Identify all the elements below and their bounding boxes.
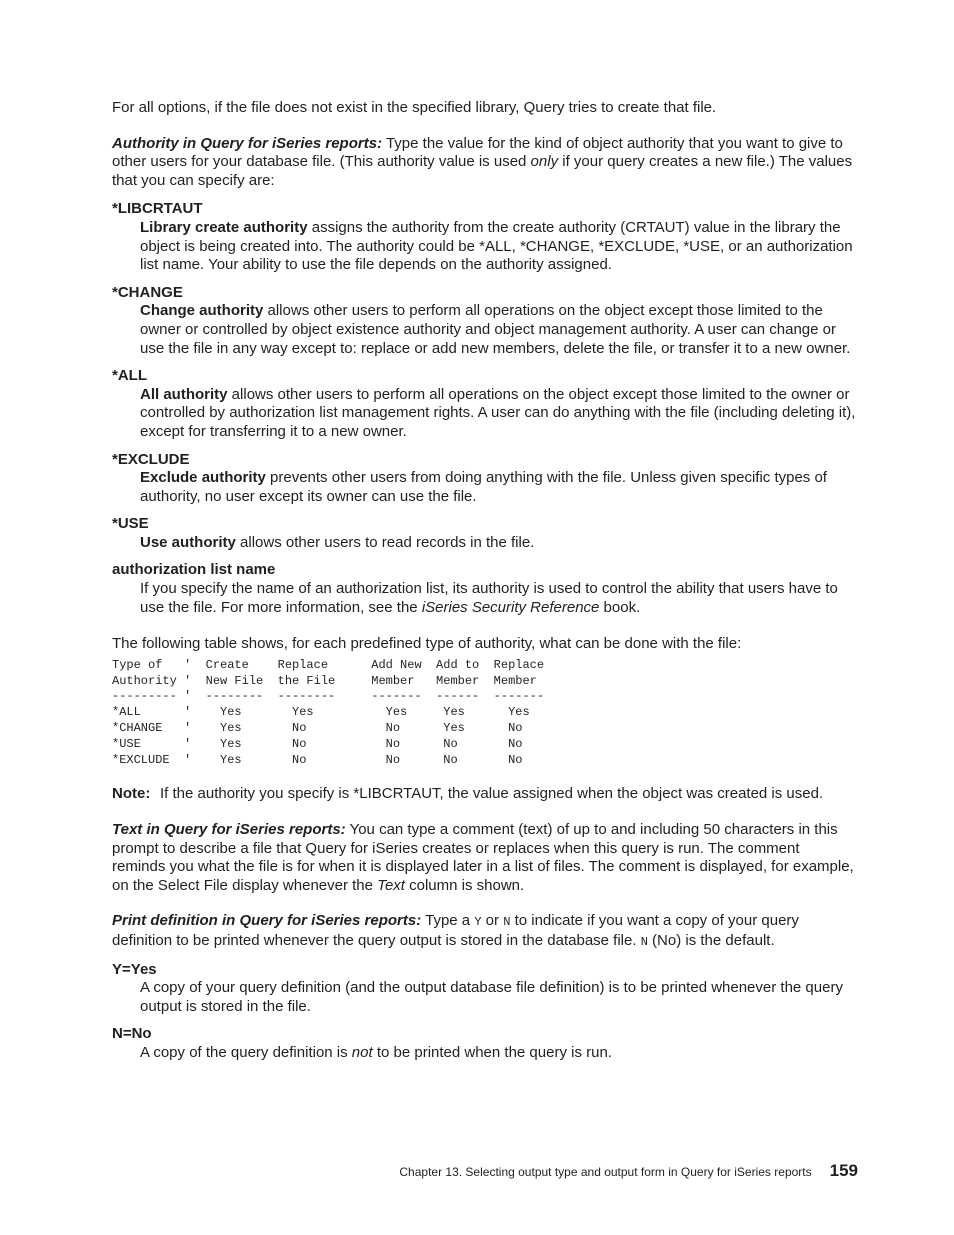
def-authorization-list-name: If you specify the name of an authorization list, its authority is used to control the ability that users have to use the file. For more information, see the iSeries Security Reference book. xyxy=(140,580,838,616)
table-intro: The following table shows, for each predefined type of authority, what can be done with the file: xyxy=(112,635,742,653)
note-text: If the authority you specify is *LIBCRTAUT, the value assigned when the object was created is used. xyxy=(160,785,824,803)
def-n-no: A copy of the query definition is not to be printed when the query is run. xyxy=(140,1043,612,1061)
page-body xyxy=(112,99,856,1072)
term-change: *CHANGE xyxy=(112,283,183,301)
term-exclude: *EXCLUDE xyxy=(112,450,190,468)
text-section-paragraph: Text in Query for iSeries reports: You can type a comment (text) of up to and including 50 characters in this prompt to describe a file that Query for iSeries creates or replaces when this query is run. The comment reminds you what the file is for when it is displayed later in a list of files. The comment is displayed, for example, on the Select File display whenever the Text column is shown. xyxy=(112,821,854,894)
page-number: 159 xyxy=(829,1161,858,1180)
term-n-no: N=No xyxy=(112,1025,152,1043)
term-all: *ALL xyxy=(112,367,147,385)
print-section-paragraph: Print definition in Query for iSeries reports: Type a Y or N to indicate if you want a copy of your query definition to be printed whenever the query output is stored in the database file. N (No) is the default. xyxy=(112,912,799,949)
authority-heading: Authority in Query for iSeries reports: xyxy=(112,134,383,152)
term-use: *USE xyxy=(112,515,149,533)
def-y-yes: A copy of your query definition (and the output database file definition) is to be printed whenever the query output is stored in the file. xyxy=(140,979,843,1015)
authority-table: Type of ' Create Replace Add New Add to Replace Authority ' New File the File Member Member Member --------- ' -------- -------- ------- ------ ------- *ALL ' Yes Yes Yes Yes Yes *CHANGE ' Yes No No Yes No *USE ' Yes No No No No *EXCLUDE ' Yes No No No No xyxy=(112,657,545,767)
def-libcrtaut: Library create authority assigns the authority from the create authority (CRTAUT) value in the library the object is being created into. The authority could be *ALL, *CHANGE, *EXCLUDE, *USE, or an authorization list name. Your ability to use the file depends on the authority assigned. xyxy=(140,218,853,274)
authority-paragraph: Authority in Query for iSeries reports: Type the value for the kind of object authority that you want to give to other users for your database file. (This authority value is used only if your query creates a new file.) The values that you can specify are: xyxy=(112,134,853,189)
note-label: Note: xyxy=(112,785,151,803)
intro-paragraph: For all options, if the file does not exist in the specified library, Query tries to create that file. xyxy=(112,99,717,116)
term-y-yes: Y=Yes xyxy=(112,960,157,978)
page-footer xyxy=(399,1162,858,1182)
chapter-title: Chapter 13. Selecting output type and output form in Query for iSeries reports xyxy=(399,1165,812,1179)
def-change: Change authority allows other users to perform all operations on the object except those limited to the owner or controlled by object existence authority and object management authority. A user can change or use the file in any way except to: replace or add new members, delete the file, or transfer it to a new owner. xyxy=(140,302,851,357)
def-use: Use authority allows other users to read records in the file. xyxy=(140,533,535,551)
text-section-heading: Text in Query for iSeries reports: xyxy=(112,821,346,839)
def-all: All authority allows other users to perform all operations on the object except those limited to the owner or controlled by authorization list management rights. A user can do anything with the file (including deleting it), except for transferring it to a new owner. xyxy=(140,385,856,440)
term-libcrtaut: *LIBCRTAUT xyxy=(112,200,203,218)
print-section-heading: Print definition in Query for iSeries reports: xyxy=(112,912,422,930)
term-authorization-list-name: authorization list name xyxy=(112,561,276,579)
note xyxy=(112,785,856,804)
def-exclude: Exclude authority prevents other users from doing anything with the file. Unless given specific types of authority, no user except its owner can use the file. xyxy=(140,469,827,505)
